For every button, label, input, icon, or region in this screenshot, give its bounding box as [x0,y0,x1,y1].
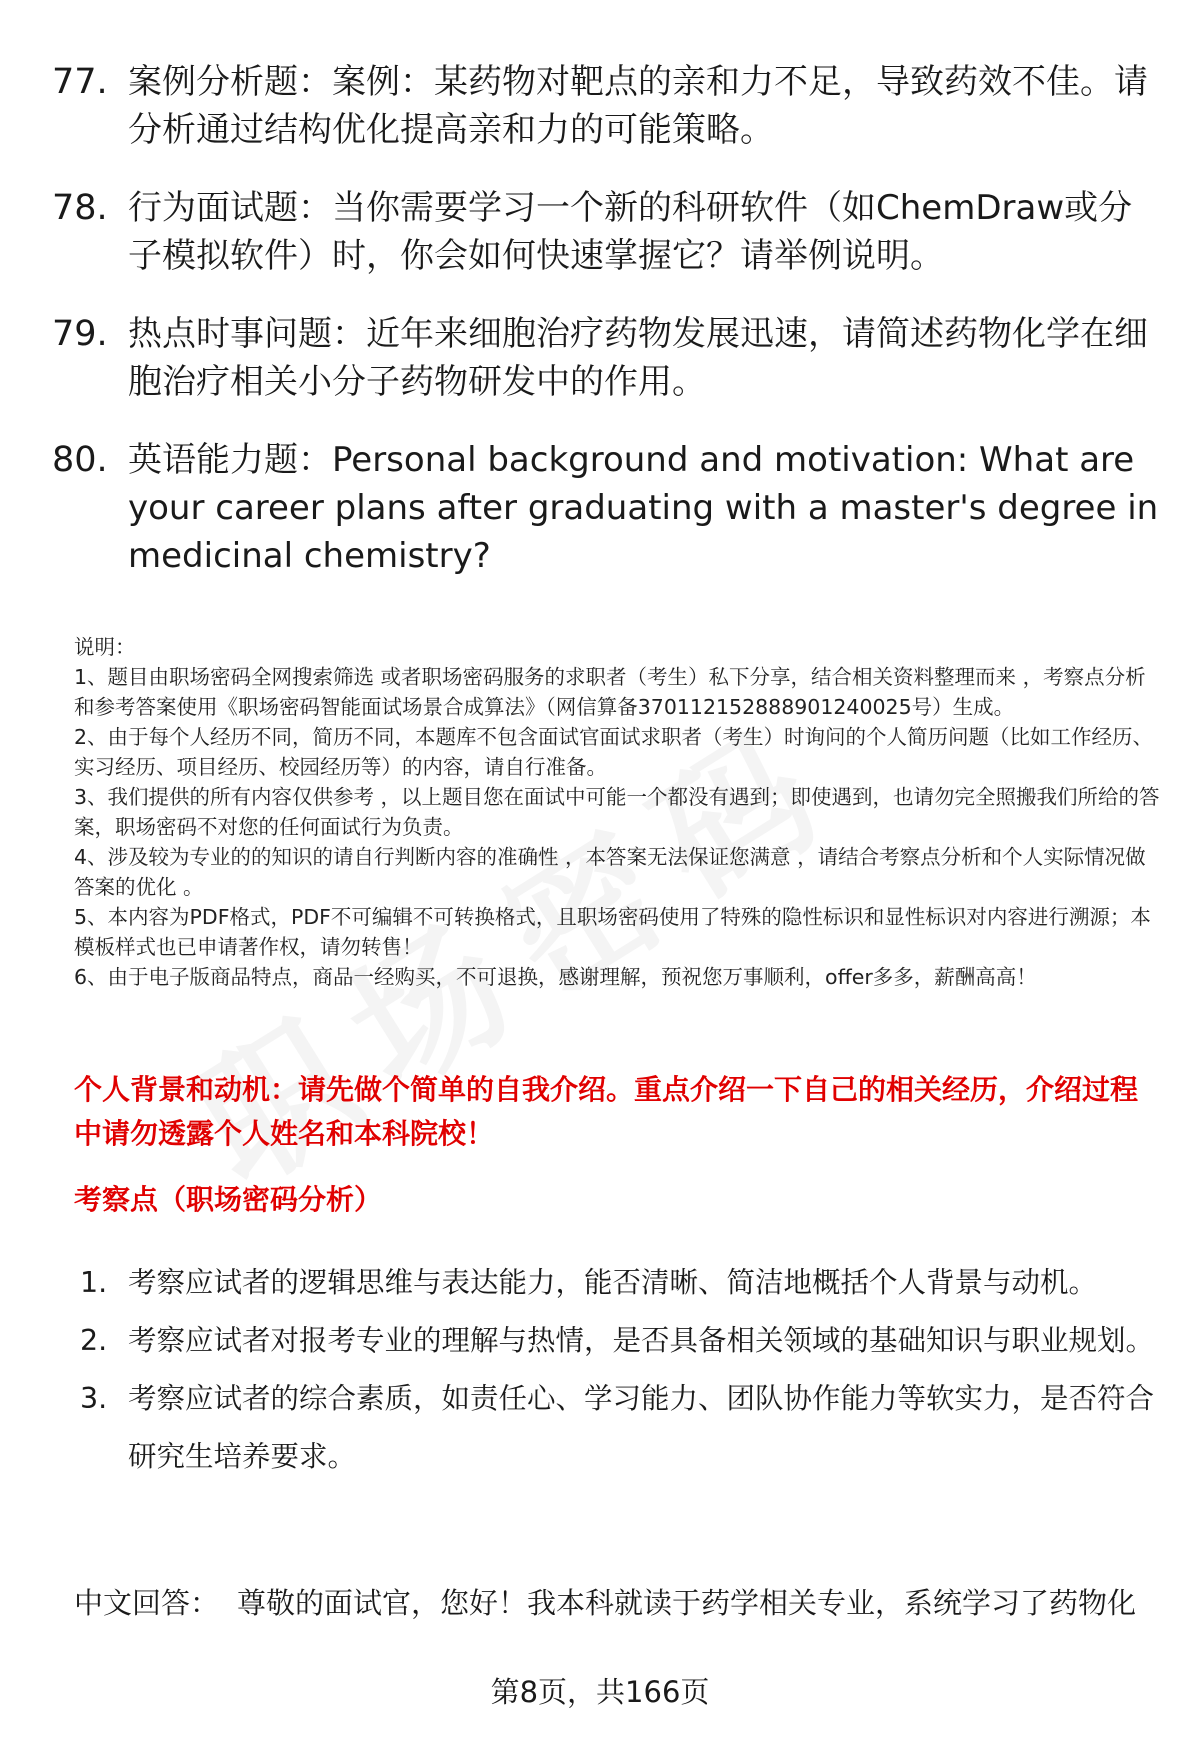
question-number: 77. [52,62,108,102]
question-text: 英语能力题：Personal background and motivation: What are your career plans after graduating with a master's degree in medicinal chemistry? [128,440,1159,576]
answer-paragraph [74,1580,1164,1626]
note-item: 6、由于电子版商品特点，商品一经购买，不可退换，感谢理解，预祝您万事顺利，offer多多，薪酬高高！ [74,965,1037,989]
notes-section [74,632,1164,992]
question-text: 案例分析题：案例：某药物对靶点的亲和力不足，导致药效不佳。请分析通过结构优化提高亲和力的可能策略。 [128,62,1148,150]
question-text: 热点时事问题：近年来细胞治疗药物发展迅速，请简述药物化学在细胞治疗相关小分子药物研发中的作用。 [128,314,1148,402]
point-number: 2. [80,1324,108,1357]
page-footer: 第8页，共166页 [490,1675,710,1709]
point-number: 1. [80,1266,108,1299]
analysis-point [80,1312,1162,1370]
note-item: 5、本内容为PDF格式，PDF不可编辑不可转换格式，且职场密码使用了特殊的隐性标识和显性标识对内容进行溯源；本模板样式也已申请著作权，请勿转售！ [74,905,1151,959]
interview-question-heading: 个人背景和动机：请先做个简单的自我介绍。重点介绍一下自己的相关经历，介绍过程中请勿透露个人姓名和本科院校！ [74,1073,1139,1150]
analysis-point [80,1370,1162,1486]
note-item: 4、涉及较为专业的的知识的请自行判断内容的准确性 ，本答案无法保证您满意 ，请结合考察点分析和个人实际情况做答案的优化 。 [74,845,1146,899]
question-item [52,310,1162,406]
question-item [52,58,1162,154]
question-number: 78. [52,188,108,228]
point-text: 考察应试者对报考专业的理解与热情，是否具备相关领域的基础知识与职业规划。 [128,1324,1155,1357]
analysis-heading: 考察点（职场密码分析） [74,1183,383,1216]
question-text: 行为面试题：当你需要学习一个新的科研软件（如ChemDraw或分子模拟软件）时，你会如何快速掌握它？请举例说明。 [128,188,1133,276]
answer-text: 尊敬的面试官，您好！我本科就读于药学相关专业，系统学习了药物化 [237,1586,1137,1620]
analysis-points [80,1254,1162,1486]
point-text: 考察应试者的逻辑思维与表达能力，能否清晰、简洁地概括个人背景与动机。 [128,1266,1098,1299]
question-list [52,58,1162,610]
point-text: 考察应试者的综合素质，如责任心、学习能力、团队协作能力等软实力，是否符合研究生培养要求。 [128,1382,1155,1473]
question-item [52,436,1162,580]
notes-title: 说明： [74,635,136,659]
note-item: 3、我们提供的所有内容仅供参考 ，以上题目您在面试中可能一个都没有遇到；即使遇到，也请勿完全照搬我们所给的答案，职场密码不对您的任何面试行为负责。 [74,785,1160,839]
note-item: 1、题目由职场密码全网搜索筛选 或者职场密码服务的求职者（考生）私下分享，结合相关资料整理而来 ，考察点分析和参考答案使用《职场密码智能面试场景合成算法》（网信算备370112152888901240025号）生成。 [74,665,1146,719]
point-number: 3. [80,1382,108,1415]
answer-label: 中文回答： [74,1586,220,1620]
question-item [52,184,1162,280]
note-item: 2、由于每个人经历不同，简历不同，本题库不包含面试官面试求职者（考生）时询问的个人简历问题（比如工作经历、实习经历、项目经历、校园经历等）的内容，请自行准备。 [74,725,1154,779]
question-number: 80. [52,440,108,480]
analysis-point [80,1254,1162,1312]
question-number: 79. [52,314,108,354]
